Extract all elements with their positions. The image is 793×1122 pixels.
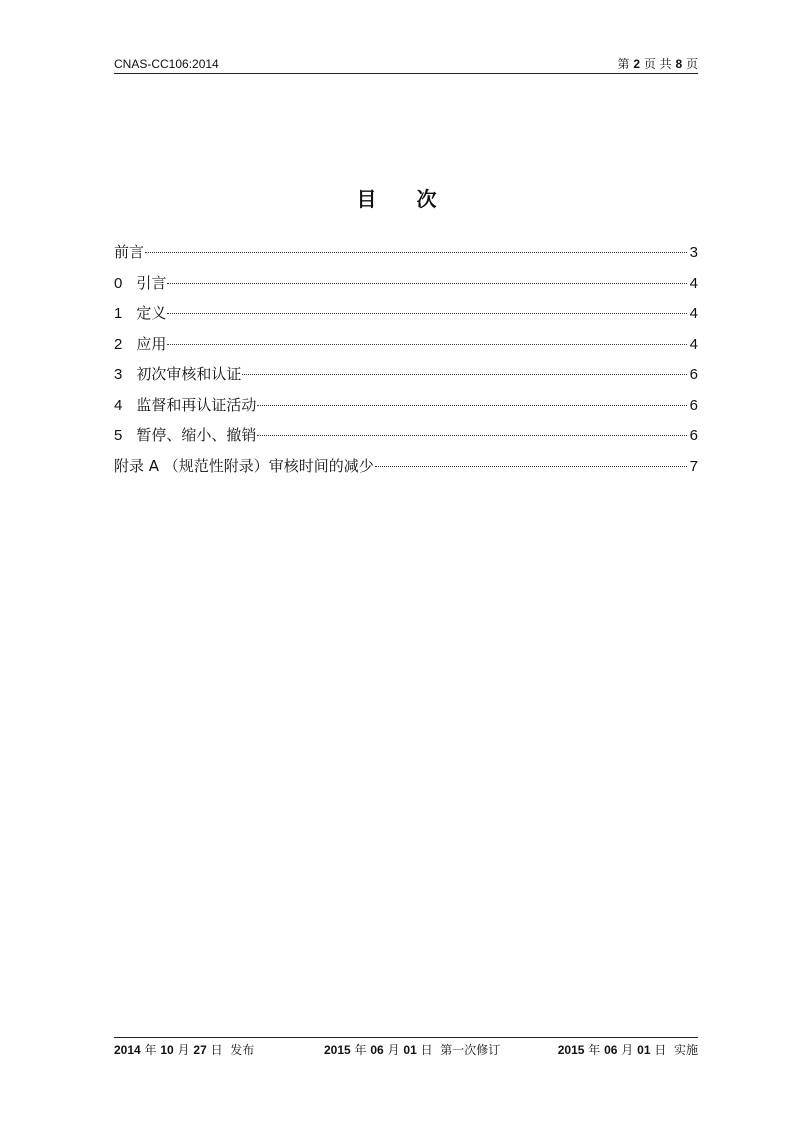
- toc-entry-surveillance[interactable]: [114, 395, 698, 426]
- toc-entry-number: 3: [114, 366, 123, 383]
- toc-entry-number: 1: [114, 305, 123, 322]
- dot-leader: [257, 405, 687, 406]
- dot-leader: [257, 435, 687, 436]
- dot-leader: [242, 374, 687, 375]
- toc-entry-page: 3: [689, 244, 698, 261]
- toc-entry-title: 初次审核和认证: [136, 365, 242, 383]
- toc-entry-number: 0: [114, 274, 123, 292]
- toc-entry-definitions[interactable]: [114, 303, 698, 334]
- dot-leader: [167, 313, 687, 314]
- toc-entry-application[interactable]: [114, 334, 698, 365]
- toc-entry-page: 6: [689, 427, 698, 444]
- toc-entry-number: 4: [114, 396, 123, 414]
- toc-entry-title: 前言: [114, 243, 145, 261]
- toc-entry-title: 监督和再认证活动: [136, 395, 257, 414]
- table-of-contents: [114, 242, 698, 486]
- document-code: CNAS-CC106:2014: [114, 57, 219, 71]
- toc-entry-page: 7: [689, 457, 698, 475]
- page-header: [114, 56, 698, 74]
- dot-leader: [167, 283, 687, 284]
- toc-entry-page: 4: [689, 274, 698, 292]
- page-number-info: 第 2 页 共 8 页: [617, 57, 698, 71]
- effective-date: 2015 年 06 月 01 日 实施: [557, 1043, 698, 1057]
- toc-entry-title: 定义: [136, 304, 167, 322]
- toc-entry-page: 6: [689, 366, 698, 383]
- toc-entry-title: 暂停、缩小、撤销: [136, 426, 257, 444]
- dot-leader: [375, 466, 687, 467]
- toc-entry-title: 应用: [136, 334, 167, 353]
- toc-entry-suspension[interactable]: [114, 425, 698, 456]
- dot-leader: [145, 252, 687, 253]
- toc-entry-number: 2: [114, 335, 123, 353]
- toc-entry-introduction[interactable]: [114, 273, 698, 304]
- current-page-number: 2: [633, 57, 641, 71]
- total-page-count: 8: [675, 57, 683, 71]
- toc-entry-title: 引言: [136, 273, 167, 292]
- page-title: 目 次: [356, 187, 437, 211]
- revision-date: 2015 年 06 月 01 日 第一次修订: [324, 1043, 501, 1057]
- toc-entry-page: 4: [689, 335, 698, 353]
- toc-entry-initial-audit[interactable]: [114, 364, 698, 395]
- toc-entry-page: 6: [689, 396, 698, 414]
- dot-leader: [167, 344, 687, 345]
- toc-entry-number: 5: [114, 427, 123, 444]
- toc-entry-page: 4: [689, 305, 698, 322]
- page-footer: [114, 1037, 698, 1060]
- toc-entry-appendix-a[interactable]: [114, 456, 698, 487]
- toc-entry-title: 附录 A （规范性附录）审核时间的减少: [114, 456, 374, 475]
- publish-date: 2014 年 10 月 27 日 发布: [114, 1043, 255, 1057]
- toc-entry-preface[interactable]: [114, 242, 698, 273]
